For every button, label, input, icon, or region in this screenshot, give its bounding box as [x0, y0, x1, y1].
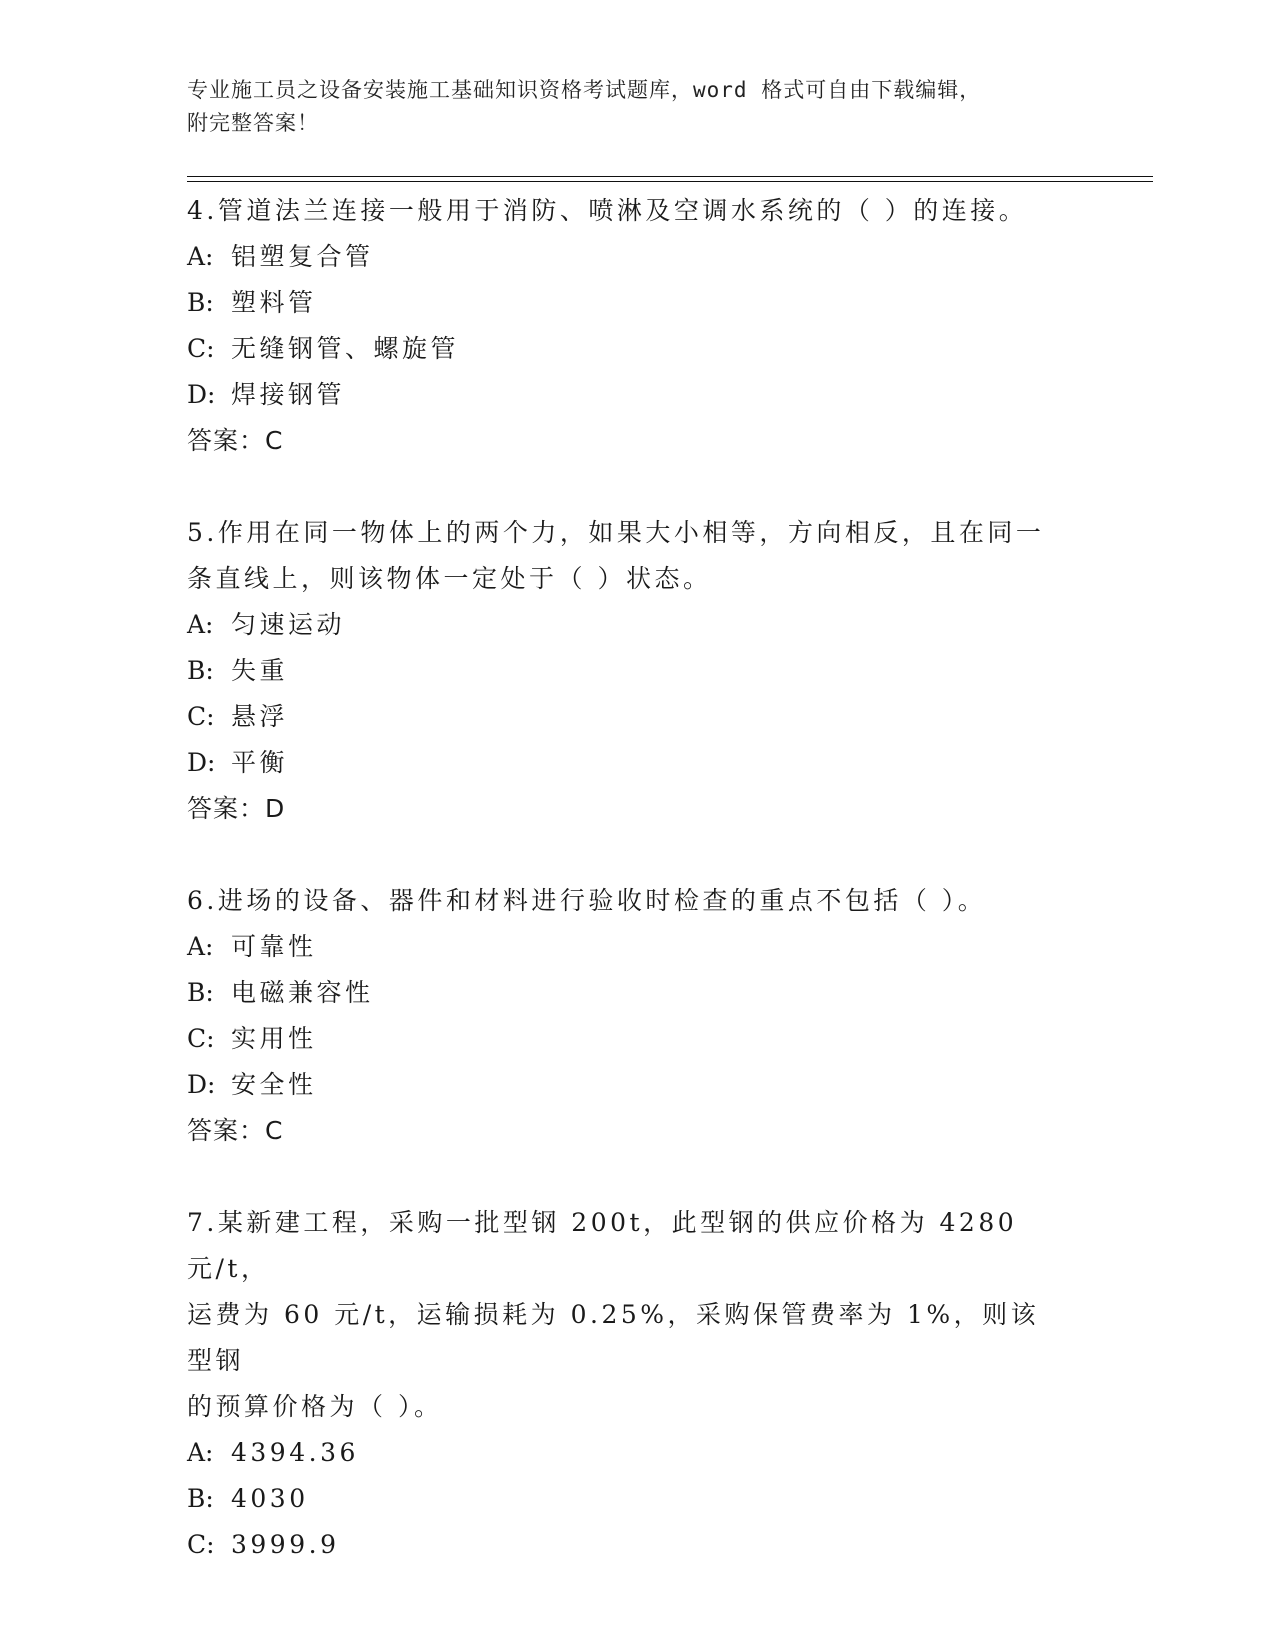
- question-text: 4.管道法兰连接一般用于消防、喷淋及空调水系统的（ ）的连接。: [187, 196, 1028, 225]
- header-divider-bottom: [187, 181, 1153, 182]
- question-6: [187, 878, 1067, 1154]
- question-text: 6.进场的设备、器件和材料进行验收时检查的重点不包括（ ）。: [187, 886, 987, 915]
- answer-line: 答案：C: [187, 1116, 284, 1145]
- question-text: 5.作用在同一物体上的两个力，如果大小相等，方向相反，且在同一: [187, 518, 1045, 547]
- question-text: 7.某新建工程，采购一批型钢 200t，此型钢的供应价格为 4280 元/t，: [187, 1208, 1018, 1283]
- option-c: [187, 1016, 1067, 1062]
- option-key: D:: [187, 380, 216, 409]
- option-c: [187, 1522, 1067, 1568]
- option-text: 安全性: [231, 1070, 317, 1099]
- option-key: A:: [187, 610, 214, 639]
- option-key: B:: [187, 288, 214, 317]
- option-a: [187, 1430, 1067, 1476]
- option-text: 焊接钢管: [231, 380, 346, 409]
- header-divider-top: [187, 176, 1153, 177]
- question-text: 条直线上，则该物体一定处于（ ）状态。: [187, 564, 712, 593]
- option-b: [187, 280, 1067, 326]
- option-text: 实用性: [231, 1024, 317, 1053]
- option-key: D:: [187, 1070, 216, 1099]
- option-key: B:: [187, 1484, 214, 1513]
- option-key: B:: [187, 656, 214, 685]
- option-key: A:: [187, 932, 214, 961]
- header-line-1: 专业施工员之设备安装施工基础知识资格考试题库，word 格式可自由下载编辑，: [187, 78, 982, 102]
- document-header: [187, 74, 1067, 140]
- answer-line: 答案：D: [187, 794, 286, 823]
- option-text: 4394.36: [231, 1438, 359, 1467]
- option-b: [187, 1476, 1067, 1522]
- option-text: 塑料管: [231, 288, 317, 317]
- option-text: 无缝钢管、螺旋管: [231, 334, 460, 363]
- option-key: C:: [187, 702, 215, 731]
- option-c: [187, 694, 1067, 740]
- question-5: [187, 510, 1067, 832]
- option-a: [187, 924, 1067, 970]
- option-text: 平衡: [231, 748, 289, 777]
- option-b: [187, 970, 1067, 1016]
- option-text: 电磁兼容性: [231, 978, 374, 1007]
- option-d: [187, 372, 1067, 418]
- option-key: A:: [187, 242, 214, 271]
- option-key: D:: [187, 748, 216, 777]
- header-line-2: 附完整答案！: [187, 111, 319, 135]
- question-list: [187, 188, 1067, 1614]
- option-a: [187, 602, 1067, 648]
- option-d: [187, 740, 1067, 786]
- question-4: [187, 188, 1067, 464]
- option-b: [187, 648, 1067, 694]
- option-d: [187, 1062, 1067, 1108]
- option-text: 3999.9: [231, 1530, 340, 1559]
- option-text: 4030: [231, 1484, 309, 1513]
- option-key: A:: [187, 1438, 214, 1467]
- option-a: [187, 234, 1067, 280]
- option-c: [187, 326, 1067, 372]
- option-text: 匀速运动: [231, 610, 346, 639]
- option-key: C:: [187, 334, 215, 363]
- option-text: 铝塑复合管: [231, 242, 374, 271]
- answer-line: 答案：C: [187, 426, 284, 455]
- option-text: 悬浮: [231, 702, 289, 731]
- question-text: 的预算价格为（ ）。: [187, 1392, 443, 1421]
- option-text: 失重: [231, 656, 289, 685]
- option-key: C:: [187, 1024, 215, 1053]
- option-text: 可靠性: [231, 932, 317, 961]
- option-key: C:: [187, 1530, 215, 1559]
- option-key: B:: [187, 978, 214, 1007]
- question-7: [187, 1200, 1067, 1568]
- question-text: 运费为 60 元/t，运输损耗为 0.25%，采购保管费率为 1%，则该型钢: [187, 1300, 1040, 1375]
